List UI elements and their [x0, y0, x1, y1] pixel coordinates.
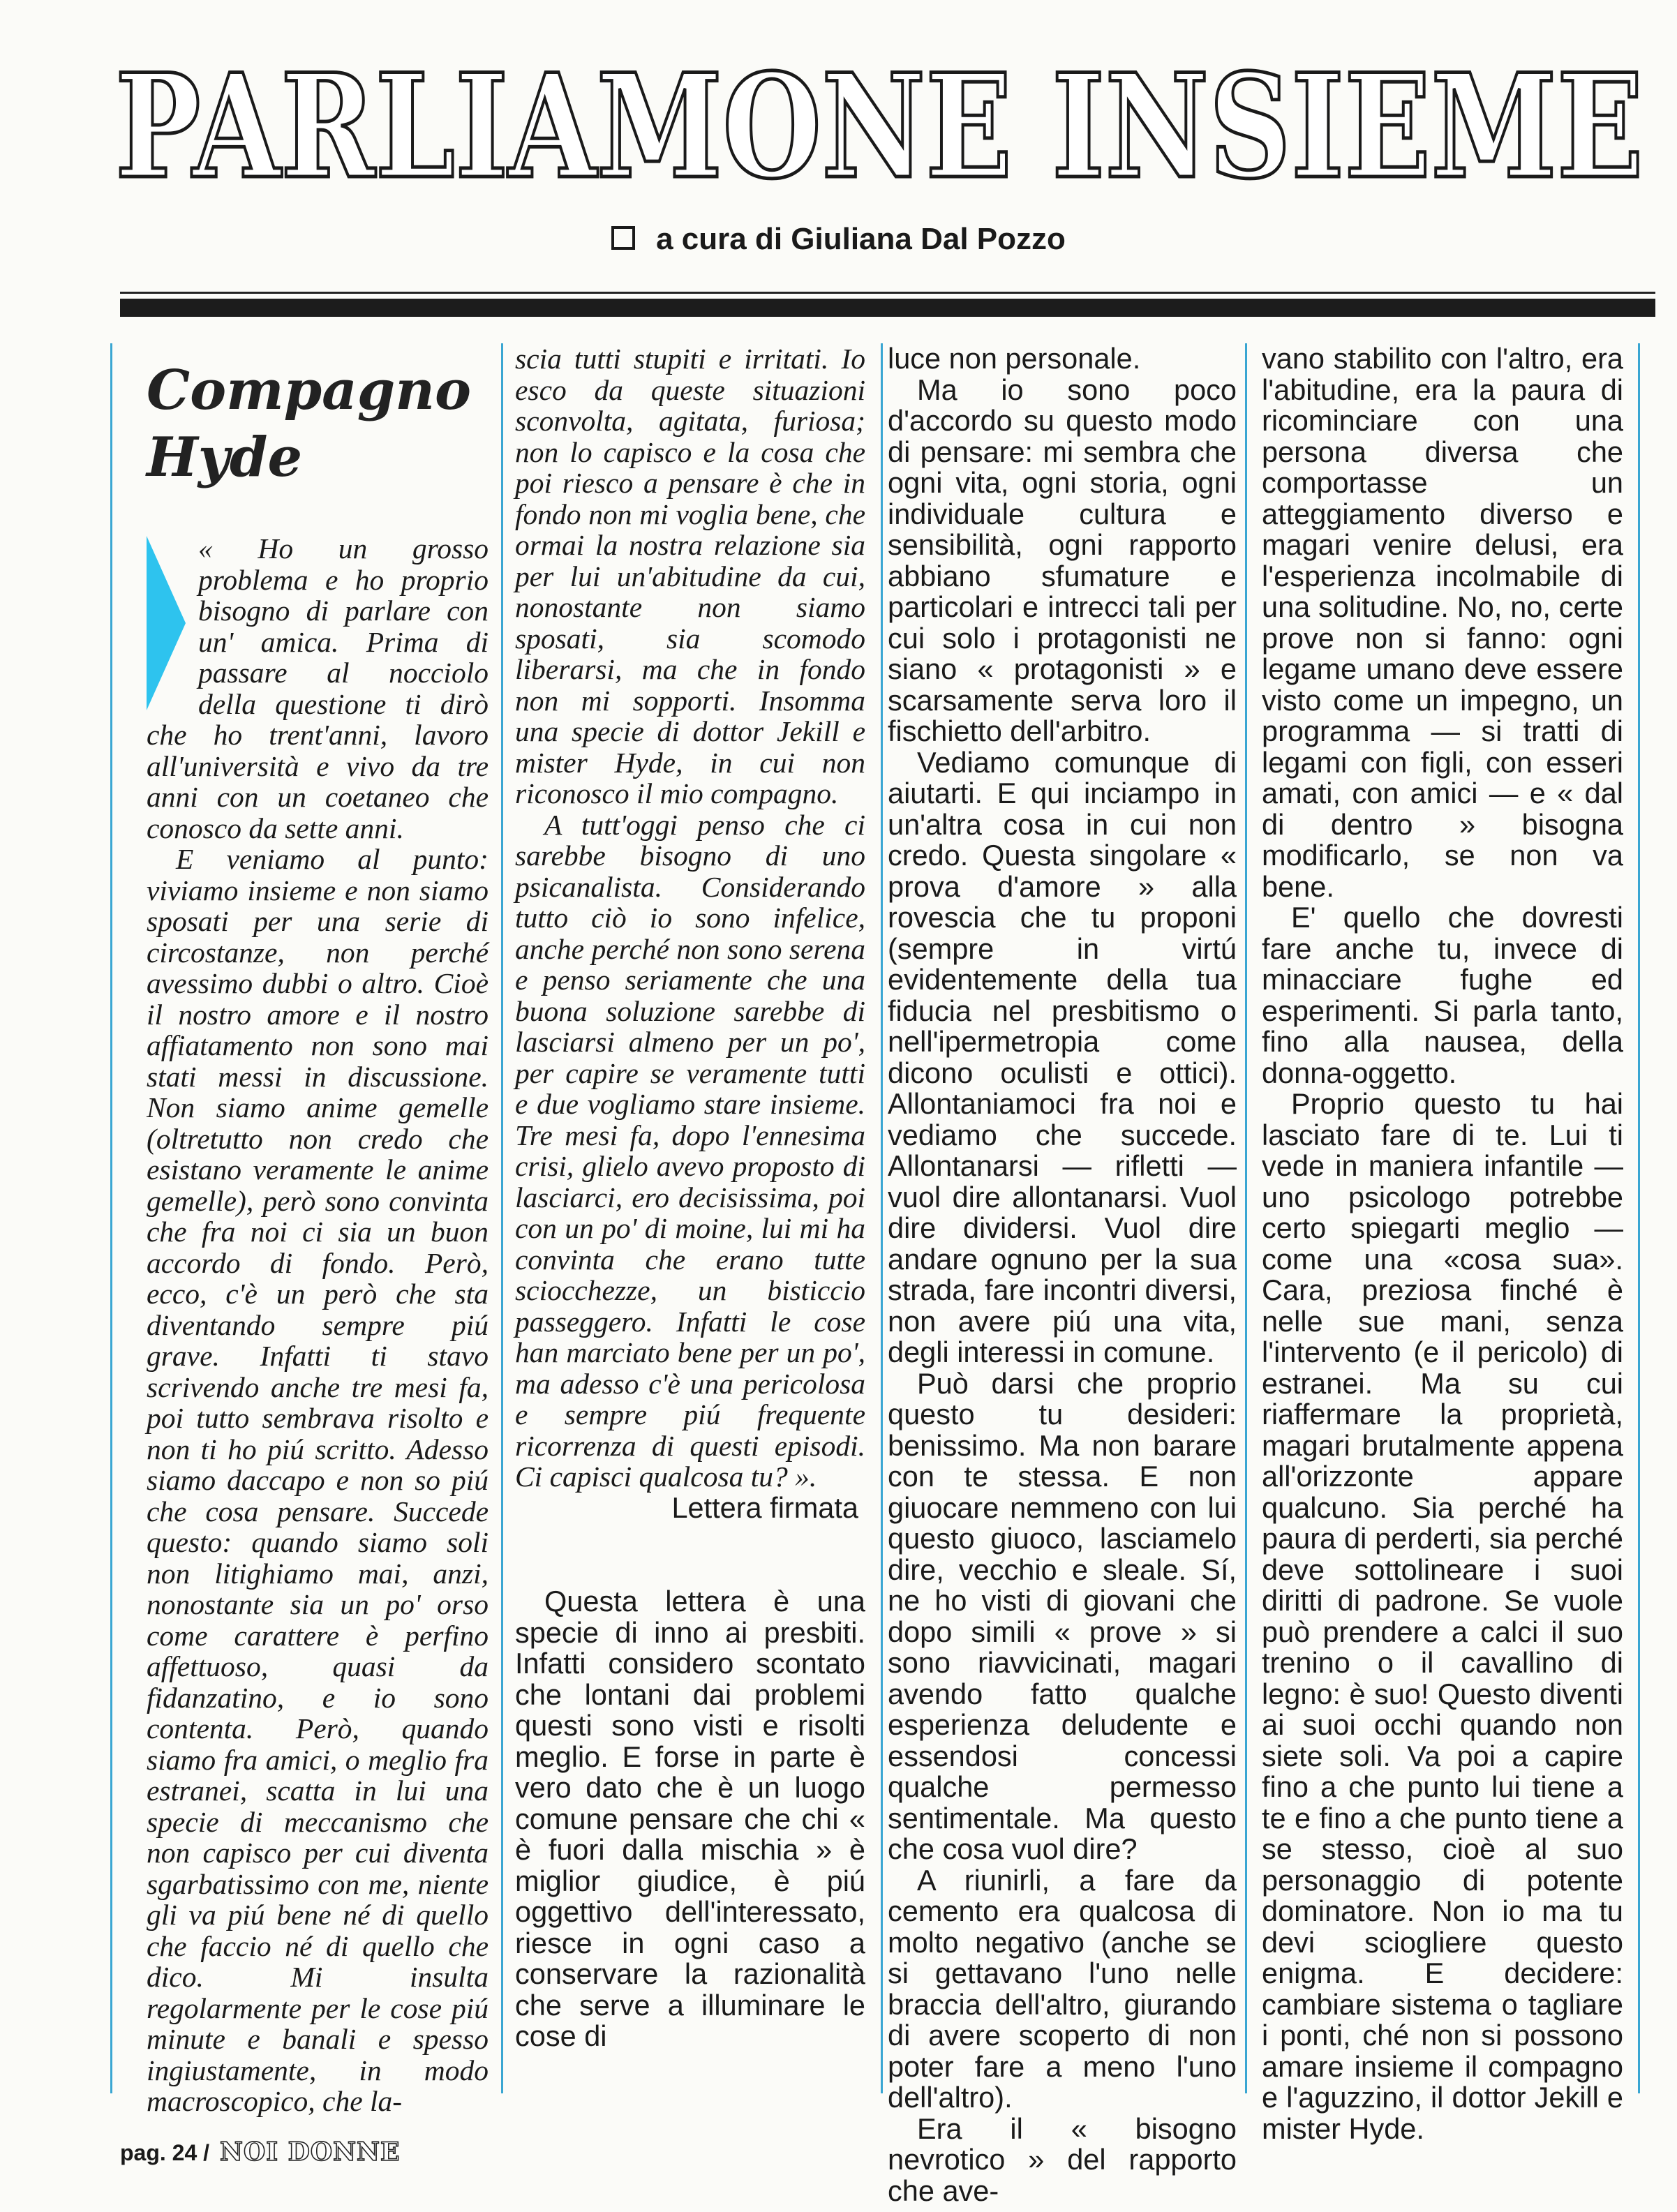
headline-line-1: Compagno — [147, 359, 471, 422]
letter-paragraph: « Ho un grosso problema e ho proprio bisogno di parlare con un' amica. Prima di passare al nocciolo della questione ti dirò che ho trent'anni, lavoro all'università e vivo da tre anni con un coetaneo che conosco da sette anni. — [147, 532, 489, 844]
letter-paragraph: A tutt'oggi penso che ci sarebbe bisogno di uno psicanalista. Considerando tutto ciò io sono infelice, anche perché non sono serena e penso seriamente che una buona soluzione sarebbe di lasciarsi almeno per un po', per capire se veramente tutti e due vogliamo stare insieme. Tre mesi fa, dopo l'ennesima crisi, glielo avevo proposto di lasciarci, ero decisissima, poi con un po' di moine, lui mi ha convinta che erano tutte sciocchezze, un bisticcio passeggero. Infatti le cose han marciato bene per un po', ma adesso c'è una pericolosa e sempre piú frequente ricorrenza di questi episodi. Ci capisci qualcosa tu? ». — [515, 808, 865, 1493]
reply-paragraph: Proprio questo tu hai lasciato fare di te. Lui ti vede in maniera infantile — uno psicologo potrebbe certo spiegarti meglio — come una «cosa sua». Cara, preziosa finché è nelle sue mani, senza l'intervento (e il pericolo) di estranei. Ma su cui riaffermare la proprietà, magari brutalmente appena all'orizzonte appare qualcuno. Sia perché ha paura di perderti, sia perché deve sottolineare i suoi diritti di padrone. Se vuole può prendere a calci il suo trenino o il cavallino di legno: è suo! Questo diventi ai suoi occhi quando non siete soli. Va poi a capire fino a che punto lui tiene a te e fino a che punto tiene a se stesso, cioè al suo personaggio di potente dominatore. Non io ma tu devi sciogliere questo enigma. E decidere: cambiare sistema o tagliare i ponti, ché non si possono amare insieme il compagno e l'aguzzino, il dottor Jekill e mister Hyde. — [1262, 1087, 1623, 2145]
reply-paragraph: vano stabilito con l'altro, era l'abitudine, era la paura di ricominciare con una persona diversa che comportasse un atteggiamento diverso e magari venire delusi, era l'esperienza incolmabile di una solitudine. No, no, certe prove non si fanno: ogni legame umano deve essere visto come un impegno, un programma — si tratti di legami con figli, con esseri amati, con amici — e « dal di dentro » bisogna modificarlo, se non va bene. — [1262, 342, 1623, 903]
magazine-logo: NOI DONNE — [219, 2137, 401, 2167]
header-divider-thick — [120, 299, 1655, 317]
column-rule — [1638, 343, 1640, 2093]
square-bullet-icon — [611, 226, 635, 250]
page-footer — [120, 2137, 400, 2167]
byline-text: a cura di Giuliana Dal Pozzo — [656, 222, 1066, 256]
reply-paragraph: A riunirli, a fare da cemento era qualcosa di molto negativo (anche se si gettavano l'uno nelle braccia dell'altro, giurando di avere scoperto di non poter fare a meno l'uno dell'altro). — [888, 1863, 1237, 2114]
letter-signature: Lettera firmata — [671, 1490, 858, 1524]
reply-paragraph: Può darsi che proprio questo tu desideri: benissimo. Ma non barare con te stessa. E non giuocare nemmeno con lui questo giuoco, lasciamelo dire, vecchio e sleale. Sí, ne ho visti di giovani che dopo simili « prove » si sono riavvicinati, magari avendo fatto qualche esperienza deludente e essendosi concessi qualche permesso sentimentale. Ma questo che cosa vuol dire? — [888, 1366, 1237, 1865]
column-2 — [515, 343, 865, 2093]
reply-paragraph: Vediamo comunque di aiutarti. E qui inciampo in un'altra cosa in cui non credo. Questa singolare « prova d'amore » alla rovescia che tu proponi (sempre in virtú evidentemente della tua fiducia nel presbitismo o nell'ipermetropia come dicono oculisti e ottici). Allontaniamoci fra noi e vediamo che succede. Allontanarsi — rifletti — vuol dire allontanarsi. Vuol dire dividersi. Vuol dire andare ognuno per la sua strada, fare incontri diversi, non avere piú una vita, degli interessi in comune. — [888, 745, 1237, 1368]
letter-paragraph: scia tutti stupiti e irritati. Io esco da queste situazioni sconvolta, agitata, furiosa; non lo capisco e la cosa che poi riesco a pensare è che in fondo non mi voglia bene, che ormai la nostra relazione sia per lui un'abitudine da cui, nonostante non siamo sposati, sia scomodo liberarsi, ma che in fondo non mi sopporti. Insomma una specie di dottor Jekill e mister Hyde, in cui non riconosco il mio compagno. — [515, 343, 865, 809]
reply-paragraph: luce non personale. — [888, 342, 1141, 375]
reply-paragraph: Questa lettera è una specie di inno ai presbiti. Infatti considero scontato che lontani dai problemi questi sono visti e risolti meglio. E forse in parte è vero dato che è un luogo comune pensare che chi « è fuori dalla mischia » è miglior giudice, è piú oggettivo dell'interessato, riesce in ogni caso a conservare la razionalità che serve a illuminare le cose di — [515, 1585, 865, 2052]
page-number: pag. 24 — [120, 2140, 197, 2165]
headline-line-2: Hyde — [147, 426, 303, 489]
footer-separator: / — [203, 2140, 210, 2165]
article-headline — [147, 357, 489, 491]
column-rule — [1245, 343, 1247, 2093]
reply-paragraph: Era il « bisogno nevrotico » del rapporto che ave- — [888, 2112, 1237, 2207]
masthead-title — [105, 43, 1654, 211]
column-3 — [888, 342, 1237, 2207]
column-rule — [110, 343, 112, 2093]
letter-paragraph: E veniamo al punto: viviamo insieme e non siamo sposati per una serie di circostanze, non perché avessimo dubbi o altro. Cioè il nostro amore e il nostro affiatamento non sono mai stati messi in discussione. Non siamo anime gemelle (oltretutto non credo che esistano veramente le anime gemelle), però sono convinta che fra noi ci sia un buon accordo di fondo. Però, ecco, c'è un però che sta diventando sempre piú grave. Infatti ti stavo scrivendo anche tre mesi fa, poi tutto sembrava risolto e non ti ho piú scritto. Adesso siamo daccapo e non so piú che cosa pensare. Succede questo: quando siamo soli non litighiamo mai, anzi, nonostante sia un po' orso come carattere è perfino affettuoso, quasi da fidanzatino, e io sono contenta. Però, quando siamo fra amici, o meglio fra estranei, scatta in lui una specie di meccanismo che non capisco per cui diventa sgarbatissimo con me, niente gli va piú bene né di quello che faccio né di quello che dico. Mi insulta regolarmente per le cose piú minute e banali e spesso ingiustamente, in modo macroscopico, che la- — [147, 843, 489, 2117]
header-divider-thin — [120, 292, 1655, 294]
blue-arrow-marker-icon — [147, 536, 186, 710]
byline — [0, 222, 1677, 257]
reply-paragraph: E' quello che dovresti fare anche tu, invece di minacciare fughe ed esperimenti. Si parla tanto, fino alla nausea, della donna-oggetto. — [1262, 901, 1623, 1089]
column-4 — [1262, 342, 1623, 2145]
column-rule — [501, 343, 503, 2093]
reply-paragraph: Ma io sono poco d'accordo su questo modo di pensare: mi sembra che ogni vita, ogni storia, ogni individuale cultura e sensibilità, ogni rapporto abbiano sfumature e particolari e intrecci tali per cui solo i protagonisti ne siano « protagonisti » e scarsamente serva loro il fischietto dell'arbitro. — [888, 373, 1237, 747]
column-1 — [147, 343, 489, 2117]
masthead-title-text: PARLIAMONE INSIEME — [115, 43, 1644, 211]
column-rule — [881, 343, 883, 2093]
